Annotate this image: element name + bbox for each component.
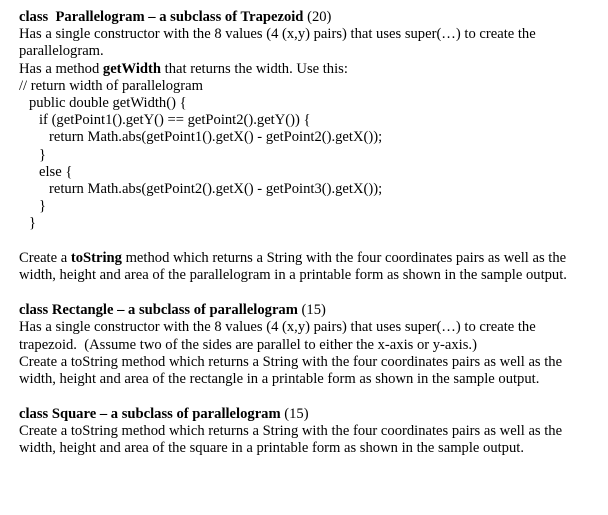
parallelogram-method-line — [19, 61, 596, 78]
parallelogram-text-line: Has a single constructor with the 8 values (4 (x,y) pairs) that uses super(…) to create the — [19, 26, 536, 43]
rectangle-section — [19, 302, 596, 388]
parallelogram-heading — [19, 9, 596, 26]
tostring-line — [19, 250, 596, 267]
code-line: } — [29, 215, 37, 232]
square-heading-title: class Square – a subclass of parallelogram — [19, 405, 281, 422]
rectangle-text-line: Create a toString method which returns a String with the four coordinates pairs as well as the — [19, 353, 563, 370]
rectangle-text-line: Has a single constructor with the 8 values (4 (x,y) pairs) that uses super(…) to create the — [19, 319, 536, 336]
spacer — [19, 233, 596, 251]
tostring-method-name: toString — [70, 250, 122, 267]
tostring-prefix: Create a — [19, 250, 71, 267]
code-block — [19, 78, 596, 233]
parallelogram-section — [19, 9, 596, 285]
parallelogram-heading-title: class Parallelogram – a subclass of Trapezoid — [19, 9, 304, 25]
rectangle-heading — [19, 302, 596, 319]
parallelogram-text-line: parallelogram. — [19, 43, 104, 60]
method-line-suffix: that returns the width. Use this: — [161, 60, 348, 77]
square-heading — [19, 406, 596, 423]
rectangle-text-line: trapezoid. (Assume two of the sides are parallel to either the x-axis or y-axis.) — [19, 336, 477, 353]
method-name: getWidth — [102, 60, 162, 77]
code-line: return Math.abs(getPoint2().getX() - getPoint3().getX()); — [49, 181, 383, 198]
square-heading-points: (15) — [280, 405, 309, 422]
parallelogram-heading-points: (20) — [303, 9, 332, 25]
square-text-line: width, height and area of the square in a printable form as shown in the sample output. — [19, 440, 524, 457]
code-line: } — [39, 198, 47, 215]
rectangle-heading-title: class Rectangle – a subclass of parallelogram — [19, 302, 298, 319]
square-text-line: Create a toString method which returns a String with the four coordinates pairs as well as the — [19, 423, 563, 440]
square-section — [19, 406, 596, 458]
code-line: if (getPoint1().getY() == getPoint2().getY()) { — [39, 112, 311, 129]
spacer — [19, 388, 596, 406]
tostring-line-2: width, height and area of the parallelogram in a printable form as shown in the sample output. — [19, 267, 567, 284]
code-line: public double getWidth() { — [29, 95, 187, 112]
code-line: // return width of parallelogram — [19, 77, 203, 94]
code-line: } — [39, 146, 47, 163]
rectangle-heading-points: (15) — [297, 302, 326, 319]
code-line: return Math.abs(getPoint1().getX() - getPoint2().getX()); — [49, 129, 383, 146]
code-line: else { — [39, 163, 73, 180]
method-line-prefix: Has a method — [19, 60, 103, 77]
spacer — [19, 285, 596, 303]
rectangle-text-line: width, height and area of the rectangle in a printable form as shown in the sample output. — [19, 371, 540, 388]
tostring-suffix: method which returns a String with the four coordinates pairs as well as the — [121, 250, 567, 267]
